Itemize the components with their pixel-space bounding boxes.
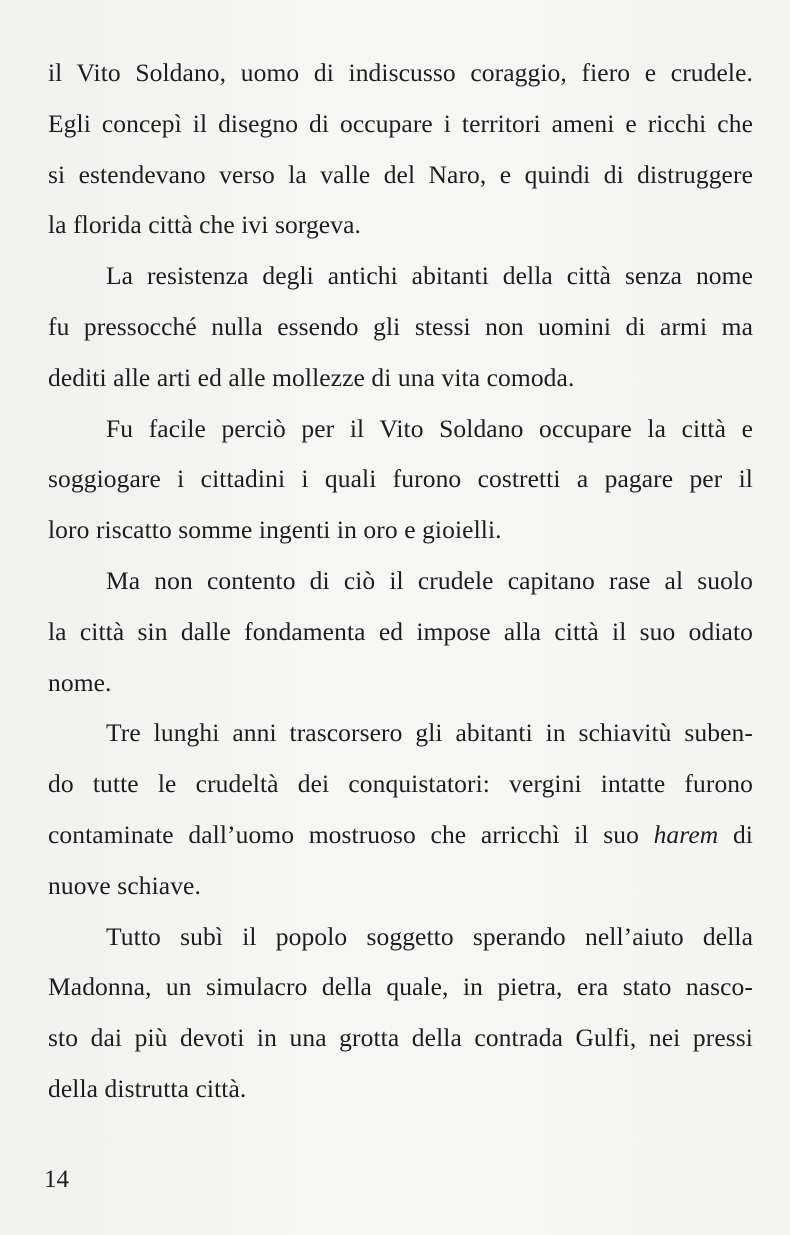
- text-line: della distrutta città.: [48, 1073, 247, 1103]
- text-line: Tre lunghi anni trascorsero gli abitanti in schiavitù suben-: [106, 718, 753, 748]
- paragraph-5: [48, 708, 753, 911]
- text-line: soggiogare i cittadini i quali furono costretti a pagare per il: [48, 464, 753, 494]
- paragraph-6: [48, 912, 753, 1115]
- text-line: Tutto subì il popolo soggetto sperando nell’aiuto della: [106, 921, 753, 951]
- text-line: La resistenza degli antichi abitanti della città senza nome: [106, 261, 753, 291]
- paragraph-2: [48, 251, 753, 403]
- paragraph-4: [48, 556, 753, 708]
- text-line-with-italic: contaminate dall’uomo mostruoso che arricchì il suo harem di: [48, 819, 753, 849]
- body-text: [48, 48, 753, 1115]
- text-line: la florida città che ivi sorgeva.: [48, 210, 361, 240]
- text-line: Egli concepì il disegno di occupare i territori ameni e ricchi che: [48, 108, 753, 138]
- text-line: si estendevano verso la valle del Naro, e quindi di distruggere: [48, 159, 753, 189]
- text-line: Fu facile perciò per il Vito Soldano occupare la città e: [106, 413, 753, 443]
- italic-word: harem: [653, 819, 719, 849]
- text-line: nome.: [48, 667, 112, 697]
- paragraph-3: [48, 404, 753, 556]
- page-number: 14: [44, 1166, 69, 1193]
- text-line: Ma non contento di ciò il crudele capitano rase al suolo: [106, 565, 753, 595]
- text-line: nuove schiave.: [48, 870, 201, 900]
- text-line: loro riscatto somme ingenti in oro e gioielli.: [48, 515, 502, 545]
- paragraph-1: [48, 48, 753, 251]
- text-line: dediti alle arti ed alle mollezze di una vita comoda.: [48, 362, 575, 392]
- text-line: il Vito Soldano, uomo di indiscusso coraggio, fiero e crudele.: [48, 58, 753, 87]
- text-line: la città sin dalle fondamenta ed impose alla città il suo odiato: [48, 616, 753, 646]
- text-line: sto dai più devoti in una grotta della contrada Gulfi, nei pressi: [48, 1023, 753, 1053]
- text-line: fu pressocché nulla essendo gli stessi non uomini di armi ma: [48, 311, 753, 341]
- text-line: Madonna, un simulacro della quale, in pietra, era stato nasco-: [48, 972, 753, 1002]
- text-line: do tutte le crudeltà dei conquistatori: vergini intatte furono: [48, 769, 753, 799]
